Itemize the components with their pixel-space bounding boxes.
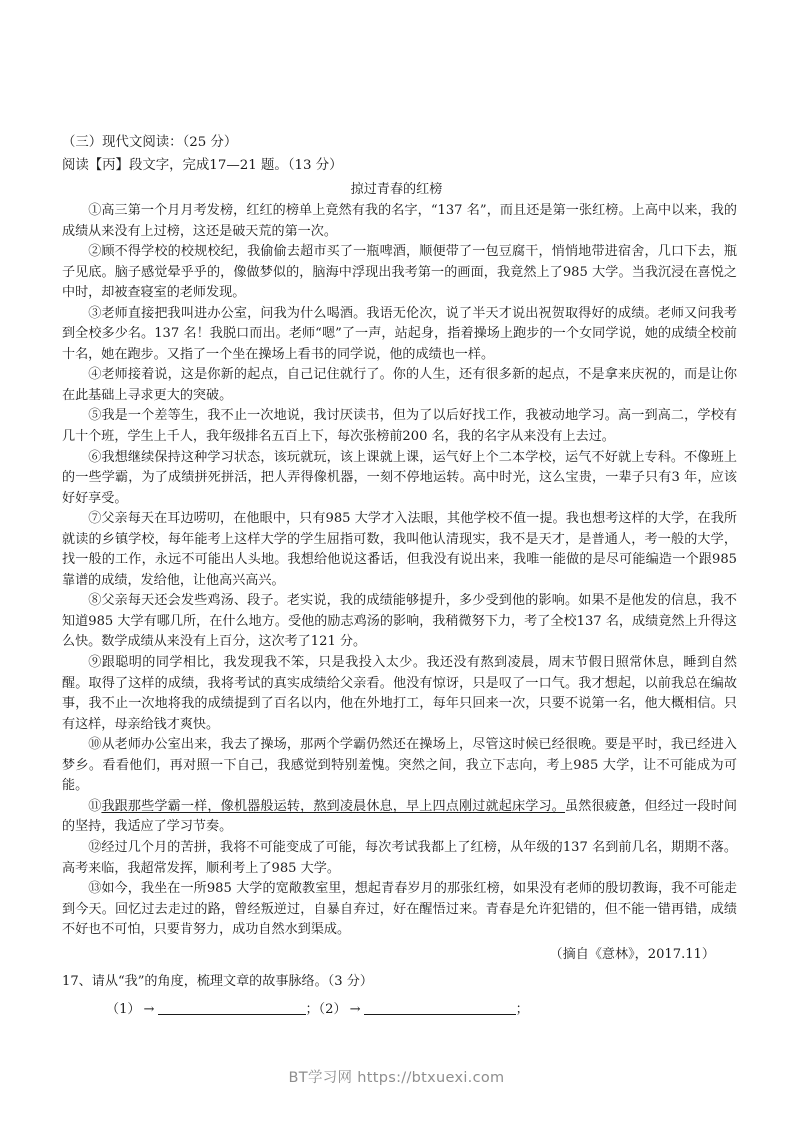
paragraph-marker-12: ⑫: [88, 839, 102, 855]
blank-one-label: （1）: [106, 1001, 141, 1017]
paragraph-text-13: 如今，我坐在一所985 大学的宽敞教室里，想起青春岁月的那张红榜，如果没有老师的殷切教诲，我不可能走到今天。回忆过去走过的路，曾经叛逆过，自暴自弃过，好在醒悟过来。青春是允许犯错的，但不能一错再错，成绩不好也不可怕，只要肯努力，成功自然水到渠成。: [62, 881, 737, 938]
source-attribution: （摘自《意林》，2017.11）: [549, 946, 715, 962]
blank-one-arrow-icon: →: [143, 1001, 155, 1017]
paragraph-text-9: 跟聪明的同学相比，我发现我不笨，只是我投入太少。我还没有熬到凌晨，周末节假日照常休息，睡到自然醒。取得了这样的成绩，我将考试的真实成绩给父亲看。他没有惊讶，只是叹了一口气。我才想起，以前我总在编故事，我不止一次地将我的成绩提到了百名以内，他在外地打工，每年只回来一次，只要不说第一名，他大概相信。只有这样，母亲给钱才爽快。: [62, 655, 738, 732]
blank-one-terminator: ；: [305, 1001, 319, 1017]
paragraph-marker-4: ④: [88, 367, 102, 383]
paragraph-11-underlined-sentence: 我跟那些学霸一样，像机器般运转，熬到凌晨休息，早上四点刚过就起床学习。: [101, 798, 565, 814]
paragraph-text-10: 从老师办公室出来，我去了操场，那两个学霸仍然还在操场上，尽管这时候已经很晚。要是平时，我已经进入梦乡。看看他们，再对照一下自己，我感觉到特别羞愧。突然之间，我立下志向，考上985 大学，让不可能成为可能。: [62, 737, 738, 794]
blank-two-terminator: ；: [515, 1001, 529, 1017]
paragraph-12: [62, 838, 737, 879]
blank-two-input[interactable]: [364, 1001, 516, 1015]
reading-instruction: 阅读【丙】段文字，完成17—21 题。（13 分）: [62, 157, 343, 173]
paragraph-8: [62, 591, 737, 653]
blank-two-label: （2）: [318, 1001, 347, 1017]
blank-one-input[interactable]: [158, 1001, 306, 1015]
paragraph-9: [62, 653, 737, 735]
paragraph-text-5: 我是一个差等生，我不止一次地说，我讨厌读书，但为了以后好找工作，我被动地学习。高一到高二，学校有几十个班，学生上千人，我年级排名五百上下，每次张榜前200 名，我的名字从来没有上去过。: [62, 408, 738, 445]
paragraph-marker-10: ⑩: [88, 737, 102, 753]
paragraph-marker-5: ⑤: [88, 408, 102, 424]
paragraph-13: [62, 879, 737, 941]
paragraph-10: [62, 735, 737, 797]
article-title: 掠过青春的红榜: [350, 182, 443, 197]
question-17-answer-row: [62, 997, 737, 1023]
paragraph-5: [62, 406, 737, 447]
paragraph-text-4: 老师接着说，这是你新的起点，自己记住就行了。你的人生，还有很多新的起点，不是拿来庆祝的，而是让你在此基础上寻求更大的突破。: [62, 367, 738, 403]
paragraph-marker-13: ⑬: [88, 881, 102, 897]
paragraph-marker-6: ⑥: [88, 449, 102, 465]
paragraph-marker-9: ⑨: [88, 655, 102, 671]
paragraph-text-8: 父亲每天还会发些鸡汤、段子。老实说，我的成绩能够提升，多少受到他的影响。如果不是他发的信息，我不知道985 大学有哪几所，在什么地方。受他的励志鸡汤的影响，我稍微努下力，考了全校137 名，成绩竟然上升得这么快。数学成绩从来没有上百分，这次考了121 分。: [62, 593, 738, 650]
paragraph-7: [62, 509, 737, 591]
paragraph-2: [62, 242, 737, 304]
paragraph-1: [62, 201, 737, 242]
paragraph-marker-1: ①: [88, 203, 102, 218]
paragraph-text-11: 虽然很疲惫，但经过一段时间的坚持，我适应了学习节奏。: [62, 798, 738, 835]
blank-two-arrow-icon: →: [349, 1001, 361, 1017]
site-watermark: BT学习网 https://btxuexi.com: [288, 1070, 505, 1086]
paragraph-4: [62, 365, 737, 406]
paragraph-marker-2: ②: [88, 244, 102, 260]
paragraph-text-3: 老师直接把我叫进办公室，问我为什么喝酒。我语无伦次，说了半天才说出祝贺取得好的成绩。老师又问我考到全校多少名。137 名！我脱口而出。老师“嗯”了一声，站起身，指着操场上跑步的一个女同学说，她的成绩全校前十名，她在跑步。又指了一个坐在操场上看书的同学说，他的成绩也一样。: [62, 305, 738, 362]
question-17-prompt: 17、请从“我”的角度，梳理文章的故事脉络。（3 分）: [62, 973, 373, 989]
paragraph-marker-11: ⑪: [88, 798, 102, 814]
paragraph-3: [62, 304, 737, 366]
paragraph-marker-3: ③: [88, 305, 102, 321]
paragraph-marker-7: ⑦: [88, 511, 102, 527]
paragraph-text-12: 经过几个月的苦拼，我将不可能变成了可能，每次考试我都上了红榜，从年级的137 名到前几名，期期不落。高考来临，我超常发挥，顺利考上了985 大学。: [62, 839, 737, 876]
paragraph-text-1: 高三第一个月月考发榜，红红的榜单上竟然有我的名字，“137 名”，而且还是第一张红榜。上高中以来，我的成绩从来没有上过榜，这还是破天荒的第一次。: [62, 203, 738, 239]
paragraph-text-2: 顾不得学校的校规校纪，我偷偷去超市买了一瓶啤酒，顺便带了一包豆腐干，悄悄地带进宿舍，几口下去，瓶子见底。脑子感觉晕乎乎的，像做梦似的，脑海中浮现出我考第一的画面，我竟然上了985 大学。当我沉浸在喜悦之中时，却被查寝室的老师发现。: [62, 244, 738, 301]
paragraph-text-7: 父亲每天在耳边唠叨，在他眼中，只有985 大学才入法眼，其他学校不值一提。我也想考这样的大学，在我所就读的乡镇学校，每年能考上这样大学的学生屈指可数，我叫他认清现实，我不是天才，是普通人，考一般的大学，找一般的工作，永远不可能出人头地。我想给他说这番话，但我没有说出来，我唯一能做的是尽可能编造一个跟985 靠谱的成绩，发给他，让他高兴高兴。: [62, 511, 737, 588]
paragraph-marker-8: ⑧: [88, 593, 102, 609]
paragraph-11: [62, 797, 737, 838]
section-heading: （三）现代文阅读：（25 分）: [62, 135, 238, 150]
paragraph-text-6: 我想继续保持这种学习状态，该玩就玩，该上课就上课，运气好上个二本学校，运气不好就上专科。不像班上的一些学霸，为了成绩拼死拼活，把人弄得像机器，一刻不停地运转。高中时光，这么宝贵，一辈子只有3 年，应该好好享受。: [62, 449, 738, 506]
paragraph-6: [62, 448, 737, 510]
